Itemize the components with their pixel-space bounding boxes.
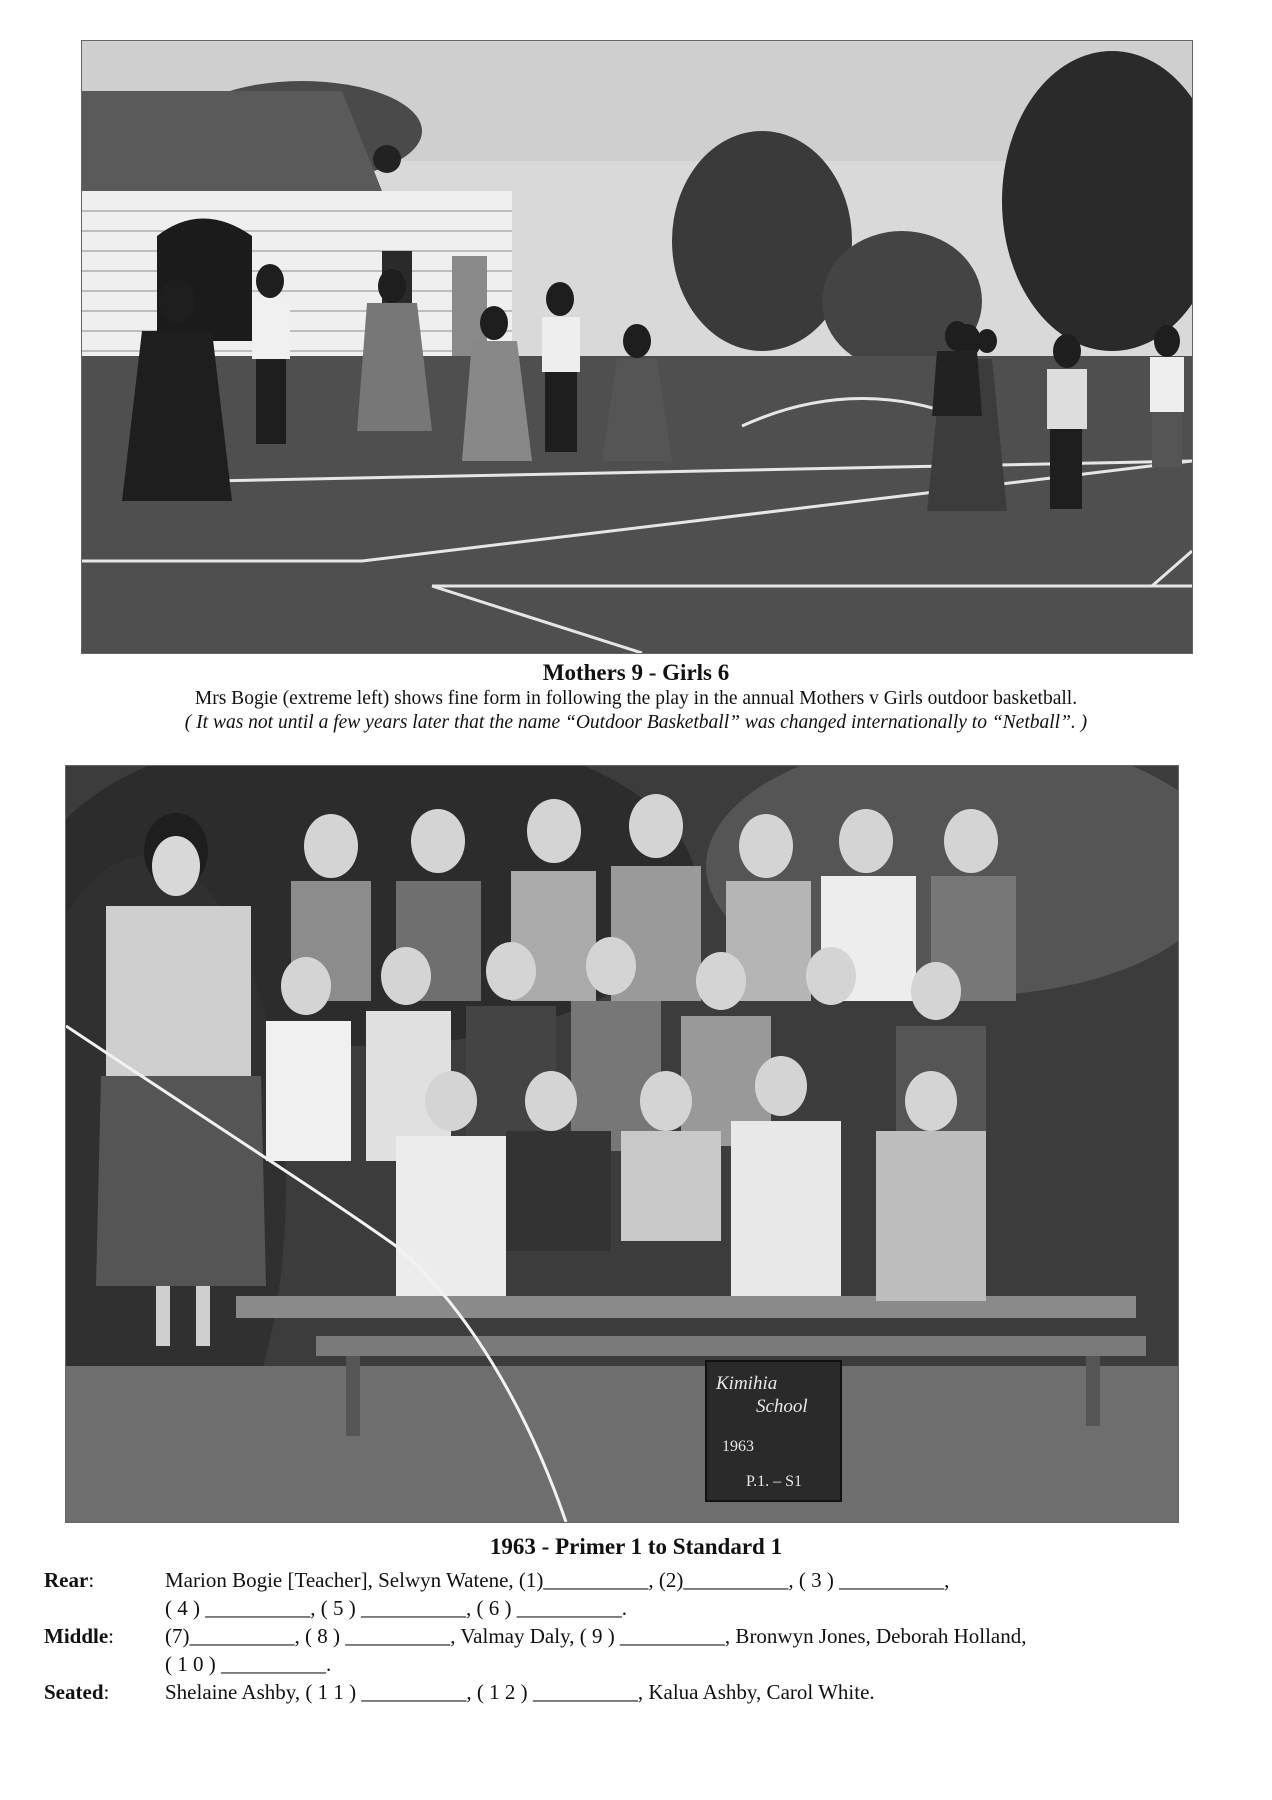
names-list	[44, 1566, 1244, 1706]
sign-line-1: Kimihia	[716, 1373, 778, 1394]
top-caption-note: ( It was not until a few years later that the name “Outdoor Basketball” was changed internationally to “Netball”. )	[184, 712, 1088, 733]
seated-names: Shelaine Ashby, ( 1 1 ) __________, ( 1 2 ) __________, Kalua Ashby, Carol White.	[165, 1680, 875, 1704]
middle-label-colon: :	[108, 1624, 115, 1648]
class-photo	[65, 765, 1179, 1523]
netball-photo	[81, 40, 1193, 654]
class-caption	[60, 1533, 1212, 1561]
seated-row	[44, 1678, 1244, 1706]
middle-row	[44, 1622, 1244, 1650]
top-caption-title: Mothers 9 - Girls 6	[542, 660, 730, 685]
middle-names-cont: ( 1 0 ) __________.	[165, 1652, 332, 1676]
rear-label: Rear	[44, 1568, 89, 1592]
middle-label: Middle	[44, 1624, 109, 1648]
class-scene	[66, 766, 1178, 1522]
rear-label-colon: :	[88, 1568, 95, 1592]
sign-line-3: 1963	[722, 1438, 754, 1455]
seated-label: Seated	[44, 1680, 104, 1704]
netball-scene	[82, 41, 1192, 653]
top-caption-line: Mrs Bogie (extreme left) shows fine form in following the play in the annual Mothers v Girls outdoor basketball.	[194, 688, 1078, 709]
rear-row	[44, 1566, 1244, 1594]
sign-line-4: P.1. – S1	[746, 1473, 803, 1490]
top-caption	[60, 659, 1212, 735]
class-caption-title: 1963 - Primer 1 to Standard 1	[489, 1534, 783, 1559]
middle-names: (7)__________, ( 8 ) __________, Valmay Daly, ( 9 ) __________, Bronwyn Jones, Deborah Holland,	[165, 1624, 1027, 1648]
rear-names-cont: ( 4 ) __________, ( 5 ) __________, ( 6 ) __________.	[165, 1596, 627, 1620]
sign-line-2: School	[756, 1396, 808, 1417]
rear-names: Marion Bogie [Teacher], Selwyn Watene, (1)__________, (2)__________, ( 3 ) __________,	[165, 1568, 950, 1592]
seated-label-colon: :	[103, 1680, 110, 1704]
